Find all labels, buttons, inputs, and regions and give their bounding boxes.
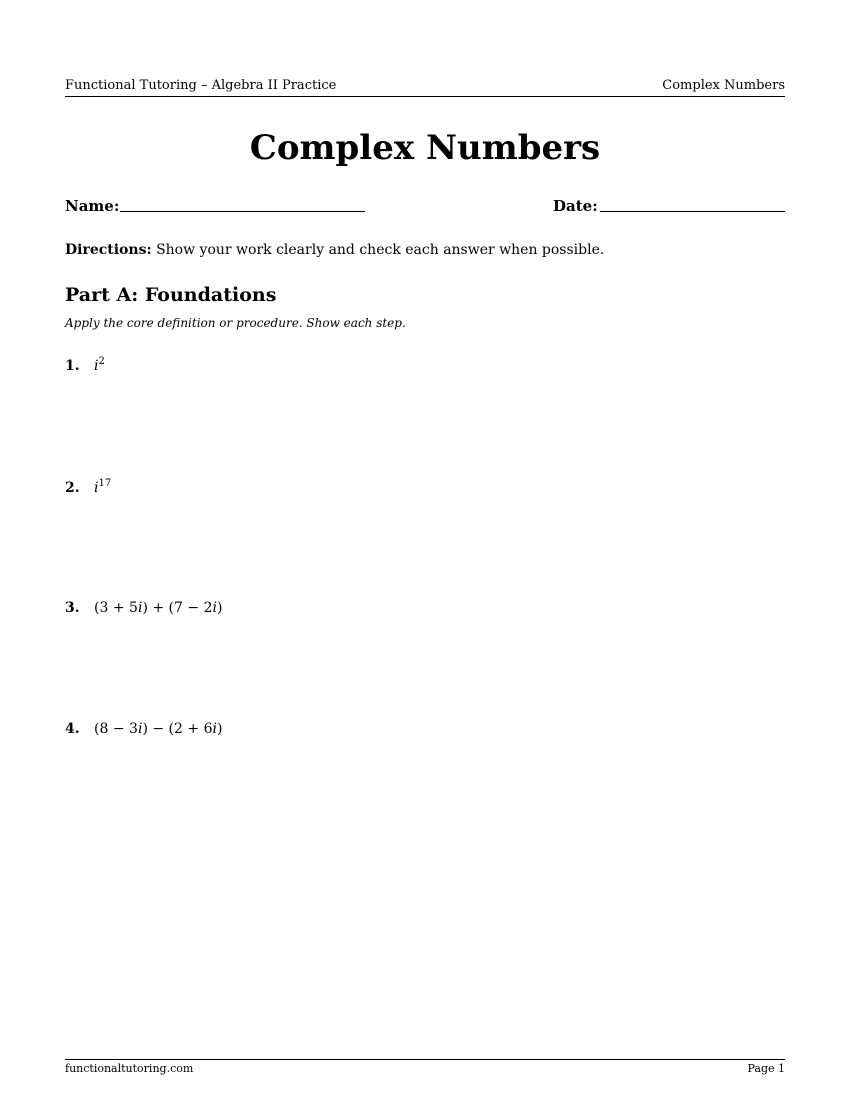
expression-exponent: 17: [98, 478, 112, 489]
header-divider: [65, 96, 785, 97]
expression-exponent: 2: [98, 356, 105, 367]
problem-3: [65, 599, 222, 617]
header-topic: Complex Numbers: [662, 78, 785, 93]
date-label: Date:: [553, 197, 598, 215]
footer-divider: [65, 1059, 785, 1060]
problem-1: [65, 357, 105, 375]
problem-expression: (8 − 3i) − (2 + 6i): [94, 721, 223, 737]
footer-website: functionaltutoring.com: [65, 1062, 194, 1075]
problem-expression: (3 + 5i) + (7 − 2i): [94, 600, 223, 616]
section-title: Part A: Foundations: [65, 284, 277, 306]
page-title: Complex Numbers: [249, 128, 601, 168]
expression-base: i: [94, 358, 99, 374]
problem-2: [65, 479, 111, 497]
directions-label: Directions:: [65, 242, 152, 258]
directions-text: Show your work clearly and check each answer when possible.: [156, 242, 605, 258]
header-course-title: Functional Tutoring – Algebra II Practice: [65, 78, 337, 93]
problem-4: [65, 720, 222, 738]
name-field[interactable]: [120, 211, 365, 212]
date-field[interactable]: [600, 211, 785, 212]
problem-expression: [94, 357, 105, 375]
page-number: Page 1: [747, 1062, 785, 1075]
problem-number: 1.: [65, 358, 80, 374]
directions: [65, 241, 604, 259]
problem-number: 2.: [65, 480, 80, 496]
name-label: Name:: [65, 197, 120, 215]
problem-expression: [94, 479, 111, 497]
problem-number: 4.: [65, 721, 80, 737]
expression-base: i: [94, 480, 99, 496]
section-subtitle: Apply the core definition or procedure. Show each step.: [65, 316, 406, 330]
problem-number: 3.: [65, 600, 80, 616]
